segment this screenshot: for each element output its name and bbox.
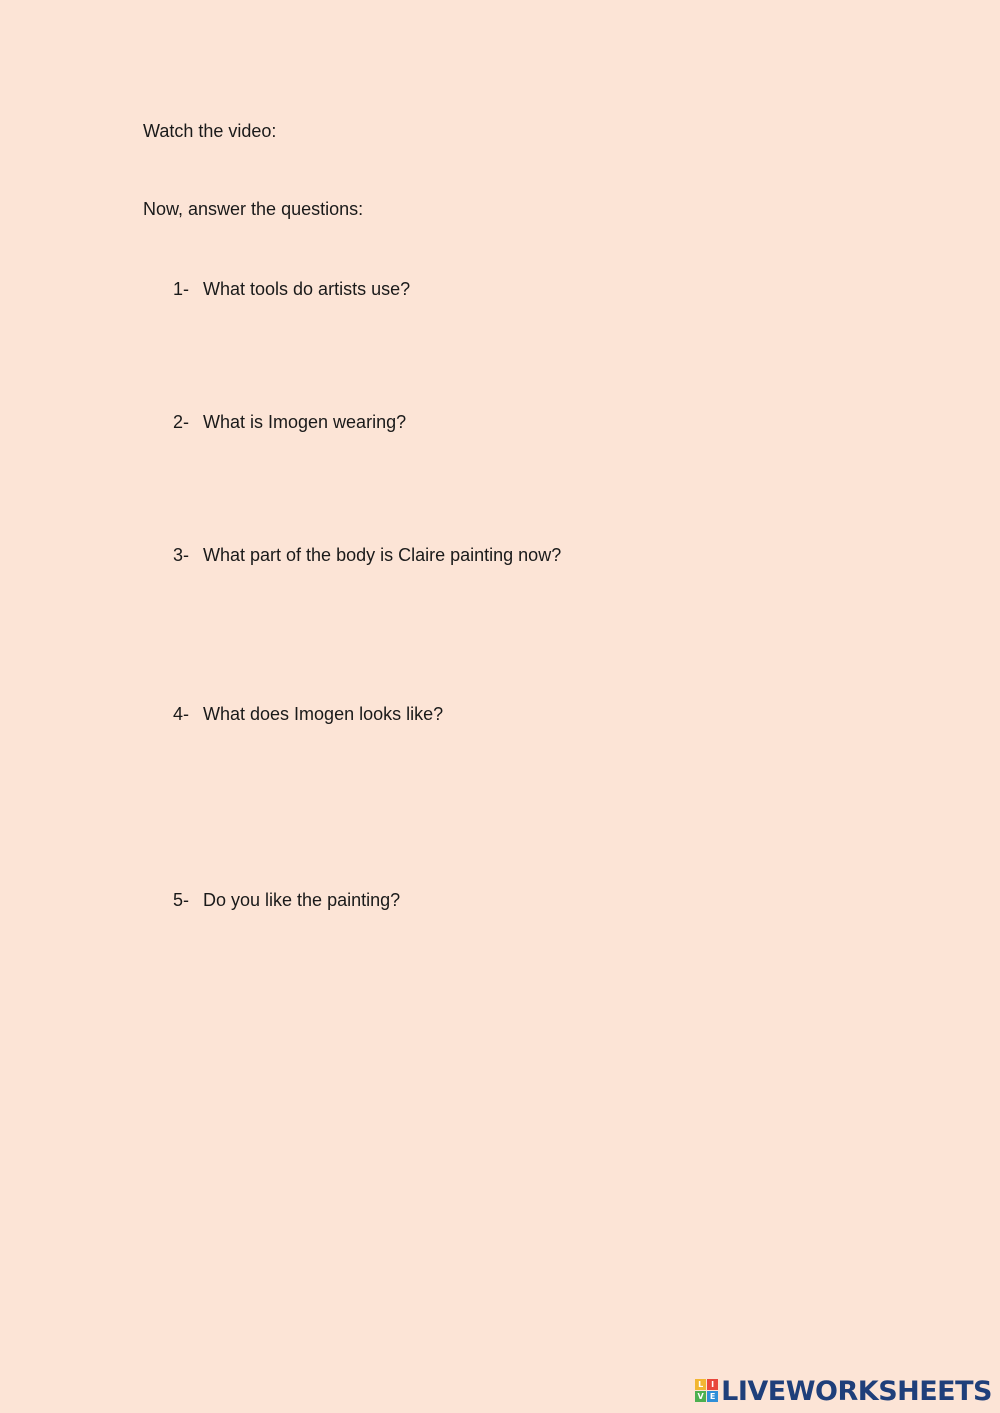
question-number: 2- [173, 412, 190, 432]
question-text: What does Imogen looks like? [203, 704, 444, 724]
question-1 [173, 278, 410, 300]
question-2 [173, 411, 406, 433]
question-number: 1- [173, 279, 190, 299]
question-3 [173, 544, 561, 566]
question-number: 4- [173, 704, 190, 724]
question-text: What is Imogen wearing? [203, 412, 407, 432]
logo-text: LIVEWORKSHEETS [721, 1375, 992, 1407]
question-4 [173, 703, 443, 725]
question-text: Do you like the painting? [203, 890, 401, 910]
question-text: What part of the body is Claire painting now? [203, 545, 562, 565]
liveworksheets-logo [695, 1375, 992, 1407]
logo-mark-icon: L I V E [695, 1379, 719, 1403]
question-5 [173, 889, 400, 911]
instruction-watch-video: Watch the video: [143, 121, 277, 141]
question-number: 3- [173, 545, 190, 565]
instruction-answer-questions: Now, answer the questions: [143, 199, 364, 219]
question-number: 5- [173, 890, 190, 910]
question-text: What tools do artists use? [203, 279, 411, 299]
